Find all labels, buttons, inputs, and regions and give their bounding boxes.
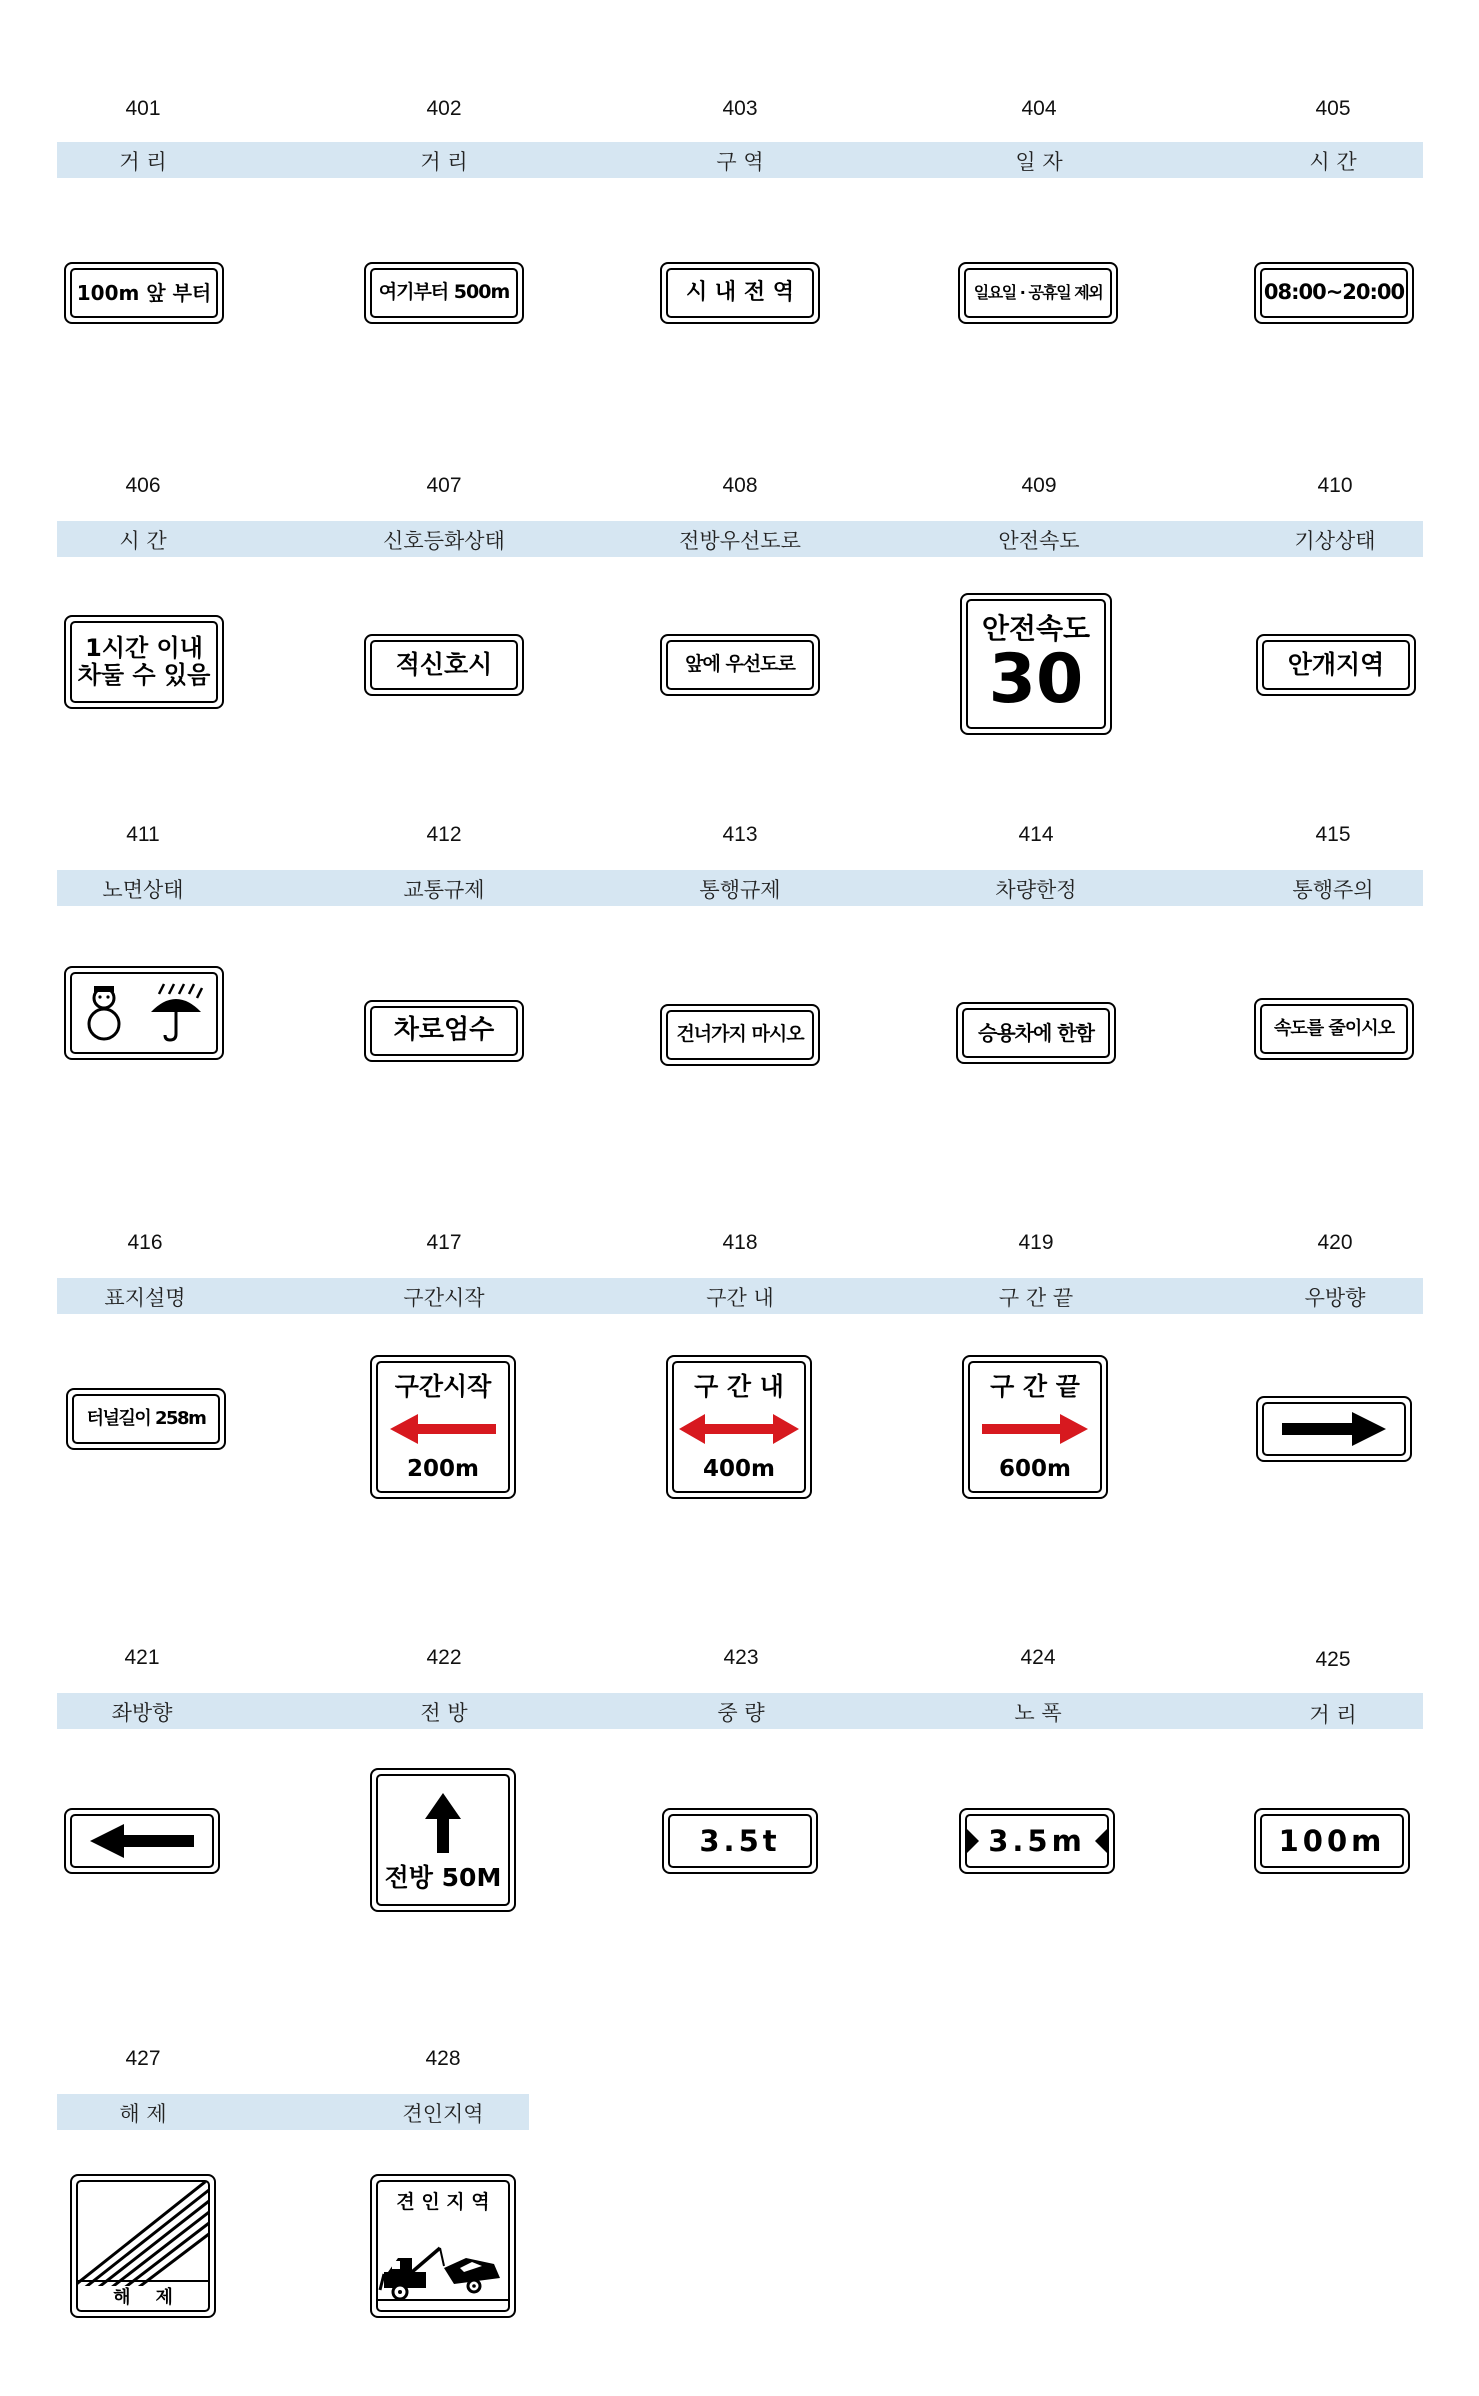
bottom-divider	[78, 2280, 208, 2282]
left-pointer-icon	[1095, 1829, 1107, 1853]
sign-number: 423	[723, 1646, 759, 1669]
sign-text-line1: 1시간 이내	[85, 634, 203, 663]
sign-text: 3.5t	[699, 1823, 781, 1858]
sign-text: 100m 앞 부터	[76, 280, 212, 305]
sign-distance: 200m	[407, 1456, 479, 1483]
sign-420	[1256, 1396, 1412, 1462]
sign-422	[370, 1768, 516, 1912]
sign-name: 구 간 끝	[998, 1286, 1074, 1310]
sign-424	[959, 1808, 1115, 1874]
sign-text: 3.5m	[988, 1823, 1086, 1858]
sign-name: 교통규제	[403, 878, 485, 902]
double-arrow-icon	[677, 1412, 801, 1446]
sign-number: 425	[1315, 1648, 1351, 1671]
sign-text: 전방 50M	[384, 1862, 502, 1892]
sign-name: 통행주의	[1292, 878, 1374, 902]
sign-name: 구간 내	[706, 1286, 774, 1310]
sign-number: 407	[426, 474, 462, 497]
sign-427	[70, 2174, 216, 2318]
sign-405	[1254, 262, 1414, 324]
sign-number: 401	[125, 97, 161, 120]
sign-412	[364, 1000, 524, 1062]
sign-text-line2: 차둘 수 있음	[77, 661, 211, 689]
sign-number: 414	[1018, 823, 1054, 846]
sign-text: 속도를 줄이시오	[1274, 1017, 1394, 1039]
sign-name: 노면상태	[102, 878, 184, 902]
sign-403	[660, 262, 820, 324]
sign-number: 419	[1018, 1231, 1054, 1254]
sign-404	[958, 262, 1118, 324]
sign-number: 422	[426, 1646, 462, 1669]
right-pointer-icon	[967, 1829, 979, 1853]
sign-428	[370, 2174, 516, 2318]
release-diagonal-icon	[78, 2182, 210, 2286]
sign-text-line1: 안전속도	[981, 611, 1091, 645]
sign-number: 406	[125, 474, 161, 497]
right-arrow-icon	[1278, 1409, 1390, 1449]
sign-text: 앞에 우선도로	[685, 653, 795, 676]
sign-text: 08:00~20:00	[1263, 280, 1405, 305]
sign-number: 405	[1315, 97, 1351, 120]
sign-number: 418	[722, 1231, 758, 1254]
sign-name: 전방우선도로	[679, 529, 801, 553]
sign-407	[364, 634, 524, 696]
sign-number: 417	[426, 1231, 462, 1254]
left-arrow-icon	[388, 1412, 498, 1446]
sign-417	[370, 1355, 516, 1499]
sign-name: 전 방	[420, 1701, 468, 1725]
sign-418	[666, 1355, 812, 1499]
sign-text: 건너가지 마시오	[676, 1023, 804, 1046]
tow-truck-icon	[378, 2244, 508, 2304]
sign-name: 표지설명	[104, 1286, 186, 1310]
sign-name: 안전속도	[998, 529, 1080, 553]
sign-411	[64, 966, 224, 1060]
sign-name: 좌방향	[111, 1701, 173, 1725]
sign-406	[64, 615, 224, 709]
sign-number: 409	[1021, 474, 1057, 497]
sign-number: 410	[1317, 474, 1353, 497]
sign-419	[962, 1355, 1108, 1499]
sign-413	[660, 1004, 820, 1066]
sign-414	[956, 1002, 1116, 1064]
sign-name: 해 제	[119, 2102, 167, 2126]
sign-text: 100m	[1278, 1823, 1386, 1858]
sign-number: 420	[1317, 1231, 1353, 1254]
sign-text: 시 내 전 역	[686, 279, 794, 305]
sign-name: 구간시작	[403, 1286, 485, 1310]
sign-distance: 600m	[999, 1456, 1071, 1483]
sign-name: 중 량	[717, 1701, 765, 1725]
sign-text: 터널길이 258m	[86, 1407, 206, 1429]
sign-name: 노 폭	[1014, 1701, 1062, 1725]
sign-name: 통행규제	[699, 878, 781, 902]
sign-408	[660, 634, 820, 696]
sign-text: 승용차에 한함	[978, 1020, 1094, 1045]
sign-text-line1: 구간시작	[394, 1372, 492, 1401]
sign-number: 404	[1021, 97, 1057, 120]
sign-number: 408	[722, 474, 758, 497]
sign-number: 415	[1315, 823, 1351, 846]
sign-402	[364, 262, 524, 324]
sign-text-line1: 구 간 끝	[990, 1372, 1080, 1401]
sign-name: 일 자	[1015, 150, 1063, 174]
sign-name: 시 간	[119, 529, 167, 553]
sign-number: 413	[722, 823, 758, 846]
sign-name: 거 리	[119, 150, 167, 174]
umbrella-rain-icon	[145, 982, 207, 1044]
left-arrow-icon	[86, 1821, 198, 1861]
sign-421	[64, 1808, 220, 1874]
sign-number: 428	[425, 2047, 461, 2070]
sign-number: 421	[124, 1646, 160, 1669]
sign-name: 거 리	[420, 150, 468, 174]
sign-distance: 400m	[703, 1456, 775, 1483]
sign-name: 견인지역	[402, 2102, 484, 2126]
sign-text: 일요일 · 공휴일 제외	[973, 283, 1103, 303]
sign-name: 기상상태	[1294, 529, 1376, 553]
sign-text: 견 인 지 역	[396, 2191, 490, 2213]
sign-401	[64, 262, 224, 324]
right-arrow-icon	[980, 1412, 1090, 1446]
sign-text: 적신호시	[395, 650, 493, 679]
sign-number: 402	[426, 97, 462, 120]
sign-423	[662, 1808, 818, 1874]
sign-name: 신호등화상태	[383, 529, 505, 553]
sign-number: 411	[126, 823, 160, 846]
sign-409	[960, 593, 1112, 735]
sign-425	[1254, 1808, 1410, 1874]
sign-name: 구 역	[716, 150, 764, 174]
sign-name: 차량한정	[995, 878, 1077, 902]
sign-text: 차로엄수	[393, 1015, 495, 1046]
up-arrow-icon	[423, 1791, 463, 1855]
sign-text: 안개지역	[1287, 650, 1385, 679]
sign-410	[1256, 634, 1416, 696]
sign-number: 427	[125, 2047, 161, 2070]
sign-text: 여기부터 500m	[378, 281, 510, 304]
sign-number: 403	[722, 97, 758, 120]
sign-416	[66, 1388, 226, 1450]
sign-number: 416	[127, 1231, 163, 1254]
speed-value: 30	[988, 639, 1084, 719]
sign-text-line1: 구 간 내	[694, 1372, 784, 1401]
sign-text: 해 제	[113, 2288, 173, 2310]
sign-name: 우방향	[1304, 1286, 1366, 1310]
sign-number: 412	[426, 823, 462, 846]
sign-415	[1254, 998, 1414, 1060]
sign-name: 거 리	[1309, 1703, 1357, 1727]
sign-number: 424	[1020, 1646, 1056, 1669]
sign-name: 시 간	[1309, 150, 1357, 174]
snowman-icon	[81, 982, 127, 1044]
